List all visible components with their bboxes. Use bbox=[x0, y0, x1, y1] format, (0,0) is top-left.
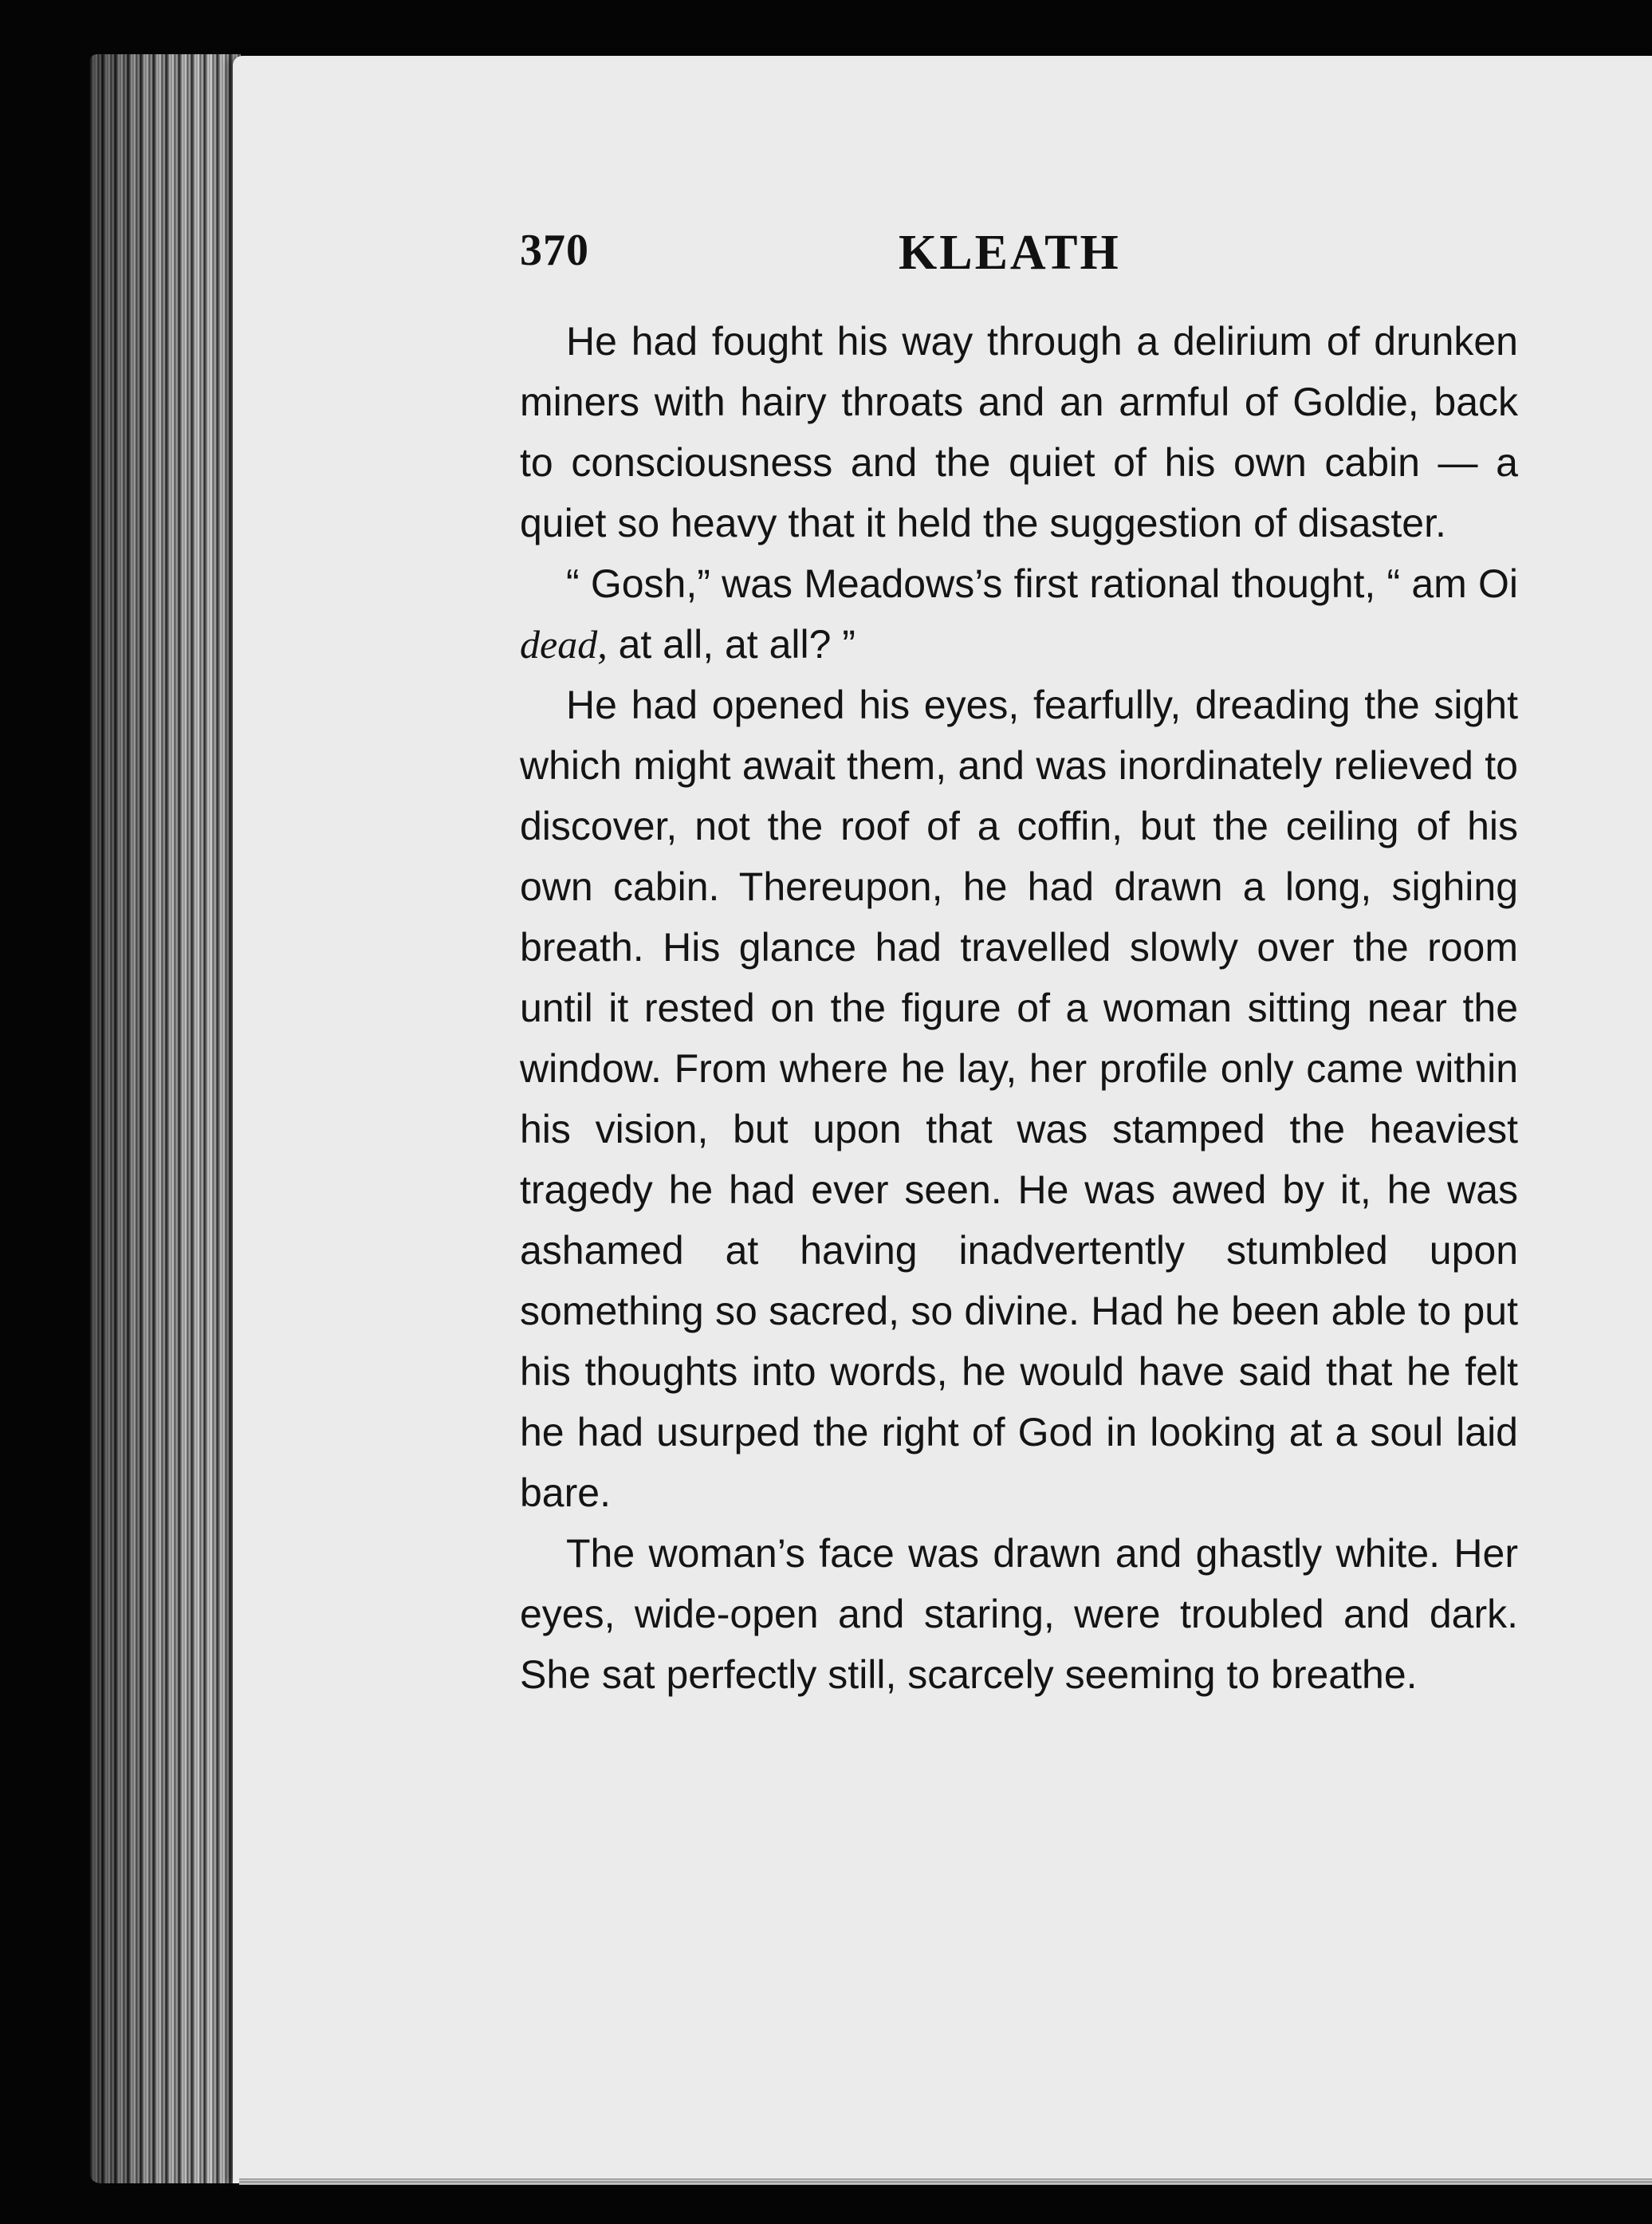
page-number: 370 bbox=[520, 226, 589, 275]
running-head: KLEATH bbox=[899, 226, 1121, 280]
emphasis-text: dead, bbox=[520, 622, 608, 667]
paragraph: The woman’s face was drawn and ghastly white. Her eyes, wide-open and staring, were troubled and dark. She sat perfectly still, scarcely seeming to breathe. bbox=[520, 1531, 1518, 1697]
page-bottom-edge bbox=[239, 2179, 1652, 2185]
paragraph: “ Gosh,” was Meadows’s first rational thought, “ am Oi dead, at all, at all? ” bbox=[520, 561, 1518, 667]
paragraph: He had fought his way through a delirium of drunken miners with hairy throats and an armful of Goldie, back to consciousness and the quiet of his own cabin — a quiet so heavy that it held the suggestion of disaster. bbox=[520, 319, 1518, 545]
page-header bbox=[520, 225, 1521, 289]
paragraph: He had opened his eyes, fearfully, dreading the sight which might await them, and was inordinately relieved to discover, not the roof of a coffin, but the ceiling of his own cabin. Thereupon, he had drawn a long, sighing breath. His glance had travelled slowly over the room until it rested on the figure of a woman sitting near the window. From where he lay, her profile only came within his vision, but upon that was stamped the heaviest tragedy he had ever seen. He was awed by it, he was ashamed at having inadvertently stumbled upon something so sacred, so divine. Had he been able to put his thoughts into words, he would have said that he felt he had usurped the right of God in looking at a soul laid bare. bbox=[520, 683, 1518, 1515]
book-page-edges bbox=[89, 54, 241, 2183]
body-text bbox=[520, 311, 1518, 1705]
